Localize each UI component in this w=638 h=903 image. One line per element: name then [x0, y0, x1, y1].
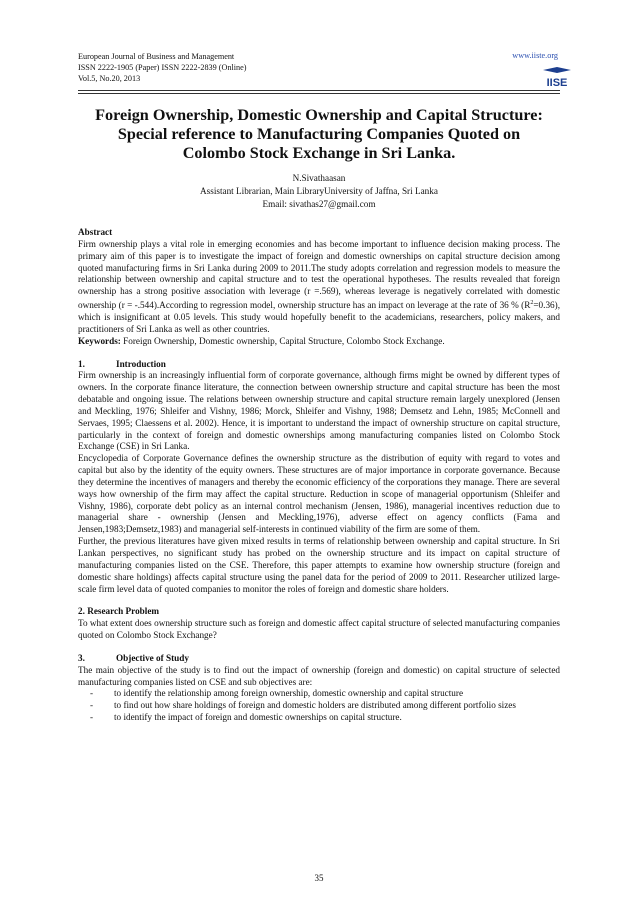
objective-item: - to find out how share holdings of foreign and domestic holders are distributed among different portfolio sizes [90, 700, 516, 711]
keywords-label: Keywords: [78, 335, 121, 346]
intro-paragraph-2: Encyclopedia of Corporate Governance defines the ownership structure as the distribution of equity with regard to votes and capital but also by the identity of the equity owners. These structures are of major importance in corporate governance. Because they determine the incentives of managers and thereby the economic efficiency of the corporations they manage. There are several ways how ownership of the firm may affect the capital structure. Reduction in scope of managerial opportunism (Shleifer and Vishny, 1986), corporate debt policy as an internal control mechanism (Jensen, 1986), managerial incentives reduction due to managerial share - ownership (Jensen and Meckling,1976), adverse effect on agency conflicts (Fama and Jensen,1983;Demsetz,1983) and managerial self-interests in continued viability of the firm are some of them. [78, 453, 560, 535]
page-number: 35 [314, 873, 324, 883]
keywords [78, 336, 560, 348]
iiste-logo-icon [541, 66, 573, 90]
logo-text: IISE [546, 77, 568, 89]
journal-url[interactable]: www.iiste.org [512, 51, 558, 60]
title-line-2: Special reference to Manufacturing Companies Quoted on [117, 125, 521, 143]
objective-text: The main objective of the study is to find out the impact of ownership (foreign and domestic) on capital structure of selected manufacturing companies listed on CSE and sub objectives are: [78, 664, 560, 687]
author-email: Email: sivathas27@gmail.com [262, 199, 376, 209]
objective-heading: 3. Objective of Study [78, 652, 189, 663]
objective-item: - to identify the relationship among foreign ownership, domestic ownership and capital structure [90, 688, 464, 699]
research-problem-text: To what extent does ownership structure such as foreign and domestic affect capital structure of selected manufacturing companies quoted on Colombo Stock Exchange? [78, 618, 560, 641]
header-rule-bottom [78, 93, 560, 94]
intro-paragraph-1: Firm ownership is an increasingly influential form of corporate governance, although firms might be owned by different types of owners. In the corporate finance literature, the connection between ownership structure and capital structure has been the most debatable and ongoing issue. The relations between ownership structure and capital structure remain largely unexplored (Jensen and Meckling, 1976; Shleifer and Vishny, 1986; Morck, Shleifer and Vishny, 1988; Demsetz and Lehn, 1985; McConnell and Servaes, 1995; Claessens et al. 2002). Hence, it is important to understand the impact of ownership structure on capital structure, particularly in the context of foreign and domestic ownerships among manufacturing companies listed on Colombo Stock Exchange (CSE) in Sri Lanka. [78, 370, 560, 452]
title-line-1: Foreign Ownership, Domestic Ownership and Capital Structure: [95, 106, 543, 124]
paper-body [78, 227, 560, 724]
paper-title [78, 106, 560, 163]
objective-list [78, 688, 560, 724]
keywords-text: Foreign Ownership, Domestic ownership, Capital Structure, Colombo Stock Exchange. [120, 335, 445, 346]
intro-heading: 1. Introduction [78, 358, 166, 369]
author-name: N.Sivathaasan [292, 173, 346, 183]
abstract-text: Firm ownership plays a vital role in emerging economies and has become important to influence decision making process. The primary aim of this paper is to investigate the impact of foreign and domestic ownerships on capital structure decision among quoted manufacturing firms in Sri Lanka during 2009 to 2011.The study adopts correlation and regression models to measure the relationship between ownership and capital structure and to test the operational hypotheses. The results revealed that foreign ownership has a strong positive association with leverage (r =.569), whereas leverage is negatively correlated with domestic ownership (r = -.544).According to regression model, ownership structure has an impact on leverage at the rate of 36 % $(R^2=0.36)$, which is insignificant at 0.05 levels. This study would hopefully benefit to the academicians, researchers, policy makers, and practitioners of Sri Lanka as well as other countries. [78, 238, 560, 334]
intro-paragraph-3: Further, the previous literatures have given mixed results in terms of relationship between ownership and capital structure. In Sri Lankan perspectives, no significant study has probed on the ownership structure and its impact on capital structure of manufacturing companies listed on the CSE. Therefore, this paper attempts to examine how ownership structure (foreign and domestic share holdings) affects capital structure using the panel data for the period of 2009 to 2011. Researcher utilized large-scale firm level data of quoted companies to monitor the roles of foreign and domestic share holders. [78, 536, 560, 594]
header-rule-top [78, 90, 560, 91]
journal-issn: ISSN 2222-1905 (Paper) ISSN 2222-2839 (Online) [78, 63, 247, 72]
journal-name: European Journal of Business and Management [78, 52, 235, 61]
objective-item: - to identify the impact of foreign and domestic ownerships on capital structure. [90, 712, 402, 723]
abstract-heading: Abstract [78, 227, 113, 237]
author-affiliation: Assistant Librarian, Main LibraryUniversity of Jaffna, Sri Lanka [200, 186, 438, 196]
research-problem-heading: 2. Research Problem [78, 606, 160, 617]
title-line-3: Colombo Stock Exchange in Sri Lanka. [182, 144, 456, 162]
journal-volume: Vol.5, No.20, 2013 [78, 74, 141, 83]
